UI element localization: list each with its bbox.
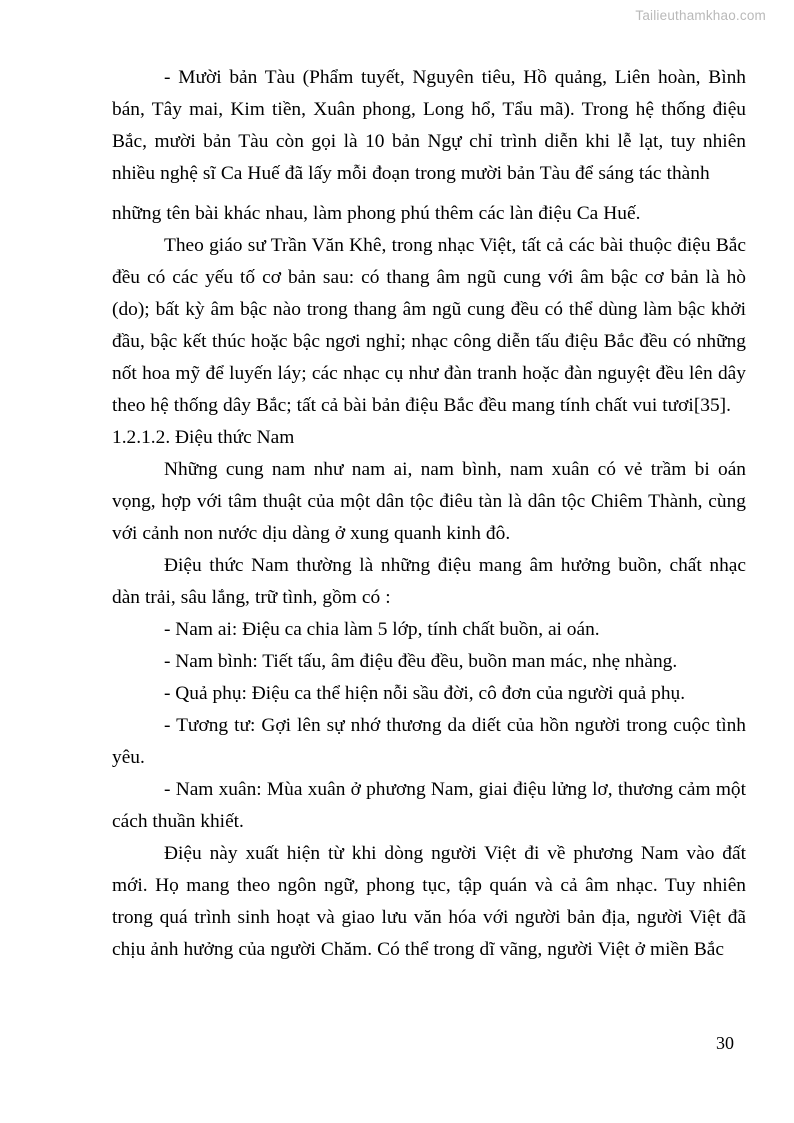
- list-item-nam-binh: - Nam bình: Tiết tấu, âm điệu đều đều, buồn man mác, nhẹ nhàng.: [164, 651, 678, 672]
- paragraph-dieu-thuc-nam-thuong: Điệu thức Nam thường là những điệu mang âm hưởng buồn, chất nhạc dàn trải, sâu lắng, trữ tình, gồm có :: [112, 555, 746, 608]
- list-item-nam-ai: - Nam ai: Điệu ca chia làm 5 lớp, tính chất buồn, ai oán.: [164, 619, 600, 640]
- page-number: 30: [716, 1033, 734, 1053]
- paragraph-spacer: [112, 190, 746, 198]
- paragraph-nhung-ten-bai: những tên bài khác nhau, làm phong phú thêm các làn điệu Ca Huế.: [112, 203, 641, 224]
- list-item-qua-phu: - Quả phụ: Điệu ca thể hiện nỗi sầu đời, cô đơn của người quả phụ.: [164, 683, 686, 704]
- watermark-text: Tailieuthamkhao.com: [635, 8, 766, 23]
- heading-dieu-thuc-nam: 1.2.1.2. Điệu thức Nam: [112, 427, 295, 448]
- paragraph-theo-giao-su: Theo giáo sư Trần Văn Khê, trong nhạc Việt, tất cả các bài thuộc điệu Bắc đều có các yếu tố cơ bản sau: có thang âm ngũ cung với âm bậc cơ bản là hò (do); bất kỳ âm bậc nào trong thang âm ngũ cung đều có thể dùng làm bậc khởi đầu, bậc kết thúc hoặc bậc ngơi nghỉ; nhạc công diễn tấu điệu Bắc đều có những nốt hoa mỹ để luyến láy; các nhạc cụ như đàn tranh hoặc đàn nguyệt đều lên dây theo hệ thống dây Bắc; tất cả bài bản điệu Bắc đều mang tính chất vui tươi[35].: [112, 235, 746, 416]
- paragraph-dieu-nay-xuat-hien: Điệu này xuất hiện từ khi dòng người Việt đi về phương Nam vào đất mới. Họ mang theo ngôn ngữ, phong tục, tập quán và cả âm nhạc. Tuy nhiên trong quá trình sinh hoạt và giao lưu văn hóa với người bản địa, người Việt đã chịu ảnh hưởng của người Chăm. Có thể trong dĩ vãng, người Việt ở miền Bắc: [112, 843, 746, 960]
- list-item-nam-xuan: - Nam xuân: Mùa xuân ở phương Nam, giai điệu lửng lơ, thương cảm một cách thuần khiết.: [112, 779, 746, 832]
- page-content: [112, 62, 746, 966]
- paragraph-muoi-ban-tau: - Mười bản Tàu (Phẩm tuyết, Nguyên tiêu, Hồ quảng, Liên hoàn, Bình bán, Tây mai, Kim tiền, Xuân phong, Long hổ, Tẩu mã). Trong hệ thống điệu Bắc, mười bản Tàu còn gọi là 10 bản Ngự chỉ trình diễn khi lễ lạt, tuy nhiên nhiều nghệ sĩ Ca Huế đã lấy mỗi đoạn trong mười bản Tàu để sáng tác thành: [112, 67, 746, 184]
- paragraph-nhung-cung-nam: Những cung nam như nam ai, nam bình, nam xuân có vẻ trầm bi oán vọng, hợp với tâm thuật của một dân tộc điêu tàn là dân tộc Chiêm Thành, cùng với cảnh non nước dịu dàng ở xung quanh kinh đô.: [112, 459, 746, 544]
- list-item-tuong-tu: - Tương tư: Gợi lên sự nhớ thương da diết của hồn người trong cuộc tình yêu.: [112, 715, 746, 768]
